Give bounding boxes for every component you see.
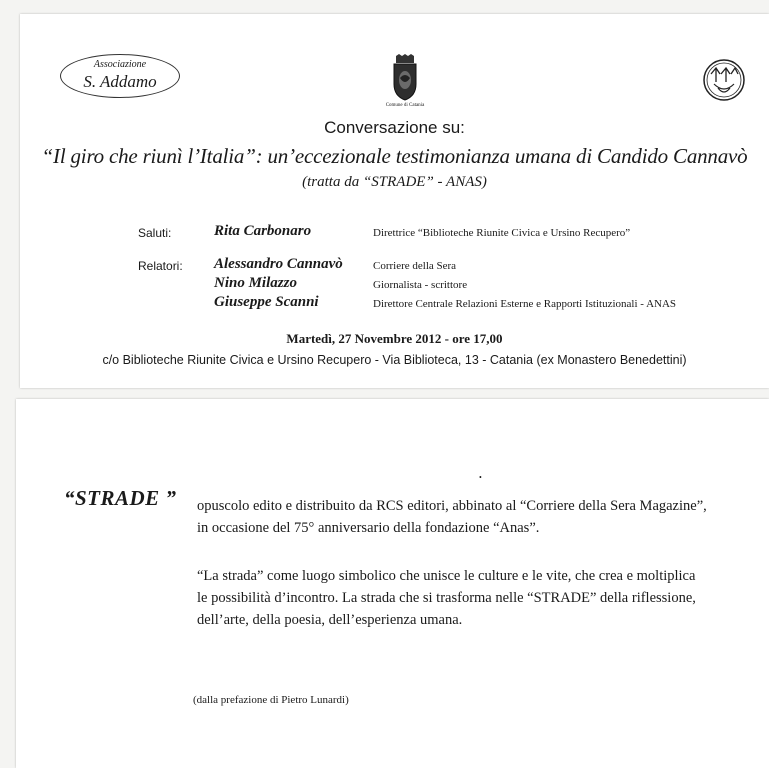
associazione-logo	[60, 54, 180, 98]
saluti-description: Direttrice “Biblioteche Riunite Civica e Ursino Recupero”	[373, 227, 631, 239]
saluti-label: Saluti:	[138, 226, 172, 240]
event-date: Martedì, 27 Novembre 2012 - ore 17,00	[286, 331, 503, 346]
relatore-description-2: Giornalista - scrittore	[373, 279, 468, 291]
invitation-card-front	[20, 14, 769, 388]
strade-description-line-2: in occasione del 75° anniversario della fondazione “Anas”.	[197, 520, 540, 536]
event-subtitle: (tratta da “STRADE” - ANAS)	[302, 174, 487, 190]
associazione-logo-line2: S. Addamo	[83, 72, 157, 91]
strade-heading: “STRADE ”	[64, 486, 177, 510]
event-venue: c/o Biblioteche Riunite Civica e Ursino Recupero - Via Biblioteca, 13 - Catania (ex Monastero Benedettini)	[102, 353, 687, 367]
strada-quote-line-1: “La strada” come luogo simbolico che unisce le culture e le vite, che crea e moltiplica	[197, 568, 696, 584]
associazione-logo-line1: Associazione	[93, 59, 147, 70]
strada-quote	[197, 565, 696, 631]
event-title: “Il giro che riunì l’Italia”: un’eccezionale testimonianza umana di Candido Cannavò	[41, 144, 748, 168]
relatore-name-2: Nino Milazzo	[214, 275, 297, 291]
strade-description-line-1: opuscolo edito e distribuito da RCS editori, abbinato al “Corriere della Sera Magazine”,	[197, 498, 707, 514]
strade-description	[197, 495, 707, 539]
anas-monogram-icon	[702, 58, 746, 102]
invitation-card-back	[16, 399, 769, 768]
anas-monogram-logo	[702, 58, 746, 107]
saluti-name: Rita Carbonaro	[214, 223, 312, 239]
crest-caption: Comune di Catania	[385, 103, 425, 108]
quote-credit: (dalla prefazione di Pietro Lunardi)	[193, 694, 349, 706]
relatore-name-3: Giuseppe Scanni	[214, 294, 319, 310]
relatore-name-1: Alessandro Cannavò	[214, 256, 343, 272]
crest-icon	[392, 54, 418, 102]
title-intro: Conversazione su:	[324, 118, 465, 137]
relatore-description-3: Direttore Centrale Relazioni Esterne e Rapporti Istituzionali - ANAS	[373, 298, 677, 310]
relatori-label: Relatori:	[138, 259, 183, 273]
comune-crest	[375, 54, 435, 108]
strada-quote-line-2: le possibilità d’incontro. La strada che si trasforma nelle “STRADE” della riflessione,	[197, 590, 696, 606]
strada-quote-line-3: dell’arte, della poesia, dell’esperienza umana.	[197, 612, 463, 628]
print-speck: •	[479, 473, 482, 482]
relatore-description-1: Corriere della Sera	[373, 260, 457, 272]
